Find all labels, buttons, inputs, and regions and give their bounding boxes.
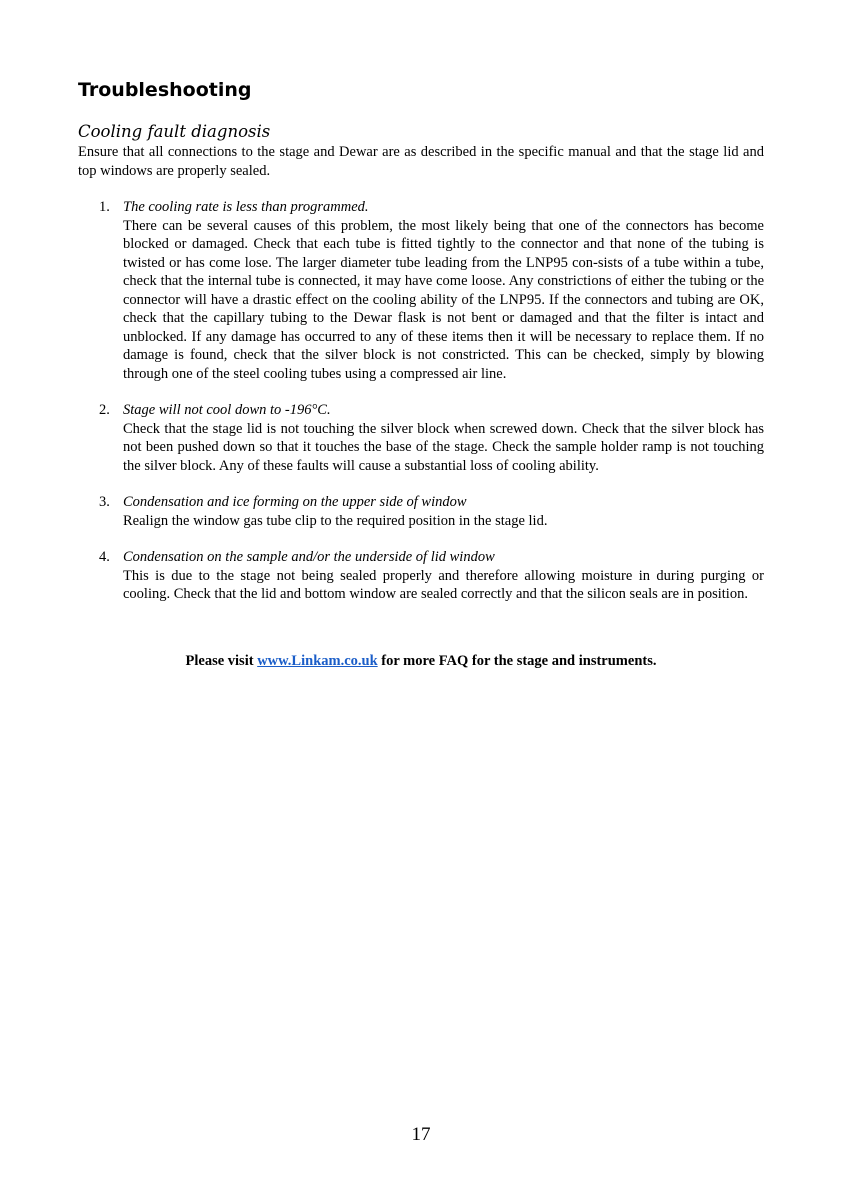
section-intro: Ensure that all connections to the stage and Dewar are as described in the specific manual and that the stage lid and top windows are properly sealed. [78,144,764,179]
item-body: There can be several causes of this problem, the most likely being that one of the connectors has become blocked or damaged. Check that each tube is fitted tightly to the connector and that none of the tubing is twisted or has come lose. The larger diameter tube leading from the LNP95 con-sists of a tube within a tube, check that the internal tube is connected, it may have come loose. Any constrictions of either the tubing or the connector will have a drastic effect on the cooling ability of the LNP95. If the connectors and tubing are OK, check that the capillary tubing to the Dewar flask is not bent or damaged and that the filter is intact and unblocked. If any damage has occurred to any of these items then it will be necessary to replace them. If no damage is found, check that the silver block is not constricted. This can be checked, simply by blowing through one of the steel cooling tubes using a compressed air line. [123,217,764,382]
list-item [78,401,764,475]
list-item [78,493,764,530]
page-heading: Troubleshooting [78,79,252,101]
item-title: Condensation and ice forming on the upper side of window [123,494,467,510]
item-title: Condensation on the sample and/or the underside of lid window [123,549,495,565]
item-number: 1. [99,199,110,215]
faq-note [78,652,764,671]
list-item [78,548,764,604]
faq-note-suffix: for more FAQ for the stage and instruments. [377,652,657,669]
fault-list [78,198,764,604]
item-title: The cooling rate is less than programmed. [123,199,369,215]
item-body: Realign the window gas tube clip to the required position in the stage lid. [123,512,548,529]
item-number: 2. [99,402,110,418]
faq-note-prefix: Please visit [185,652,258,669]
linkam-website-link[interactable]: www.Linkam.co.uk [257,652,378,669]
document-page [78,78,764,670]
list-item [78,198,764,383]
item-number: 4. [99,549,110,565]
item-body: This is due to the stage not being sealed properly and therefore allowing moisture in during purging or cooling. Check that the lid and bottom window are sealed correctly and that the silicon seals are in position. [123,567,764,602]
item-body: Check that the stage lid is not touching the silver block when screwed down. Check that the silver block has not been pushed down so that it touches the base of the stage. Check the sample holder ramp is not touching the silver block. Any of these faults will cause a substantial loss of cooling ability. [123,420,764,474]
item-number: 3. [99,494,110,510]
item-title: Stage will not cool down to -196°C. [123,402,331,418]
page-number: 17 [411,1124,431,1145]
section-title: Cooling fault diagnosis [78,122,271,141]
